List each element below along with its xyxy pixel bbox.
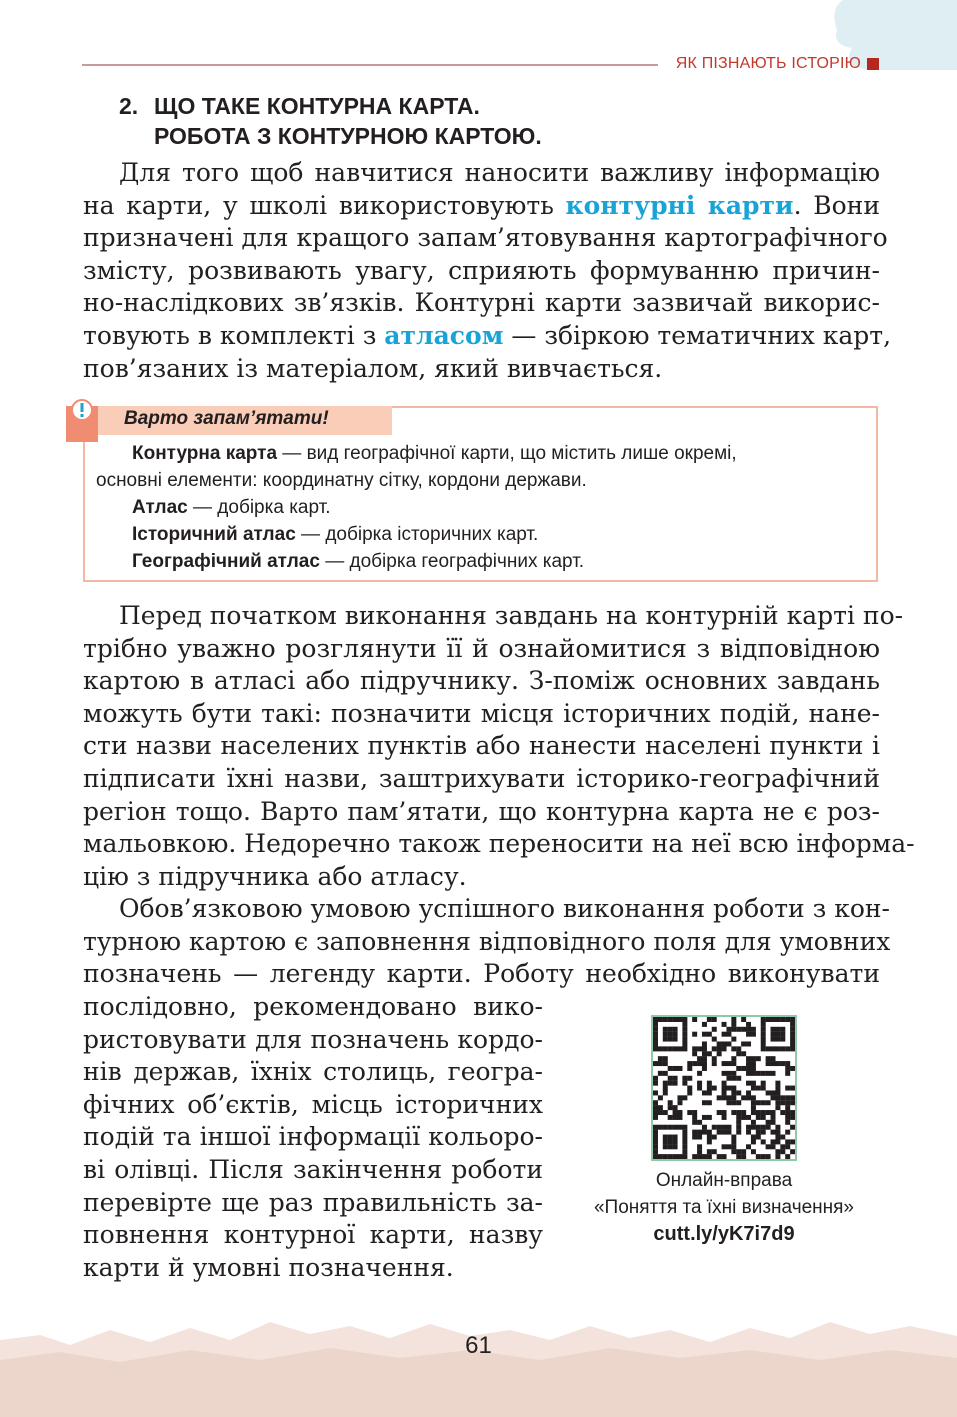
text-line: сти назви населених пунктів або нанести населені пункти і <box>83 731 880 761</box>
section-number: 2. <box>119 93 139 119</box>
definition-geographical-atlas: Географічний атлас — добірка географічних карт. <box>132 551 585 572</box>
definition-atlas: Атлас — добірка карт. <box>132 497 331 518</box>
text-line: картою в атласі або підручнику. З-поміж основних завдань <box>83 666 880 696</box>
text-line: Для того щоб навчитися наносити важливу інформацію <box>119 158 880 187</box>
text-line: ристовувати для позначень кордо- <box>83 1024 543 1054</box>
text-line: підписати їхні назви, заштрихувати історико-географічний <box>83 763 880 793</box>
text-line: карти й умовні позначення. <box>83 1252 454 1282</box>
text-line: можуть бути такі: позначити місця історичних подій, нане- <box>83 698 880 728</box>
text-line: перевірте ще раз правильність за- <box>83 1187 543 1217</box>
text-line: повнення контурної карти, назву <box>83 1220 543 1250</box>
text-line: регіон тощо. Варто пам’ятати, що контурна карта не є роз- <box>83 796 880 826</box>
definition-contour-map: Контурна карта — вид географічної карти, що містить лише окремі, <box>132 443 737 464</box>
remember-title: Варто запам’ятати! <box>124 408 329 429</box>
text-line: Перед початком виконання завдань на контурній карті по- <box>119 601 904 630</box>
definition-historical-atlas: Історичний атлас — добірка історичних карт. <box>132 524 539 545</box>
qr-code[interactable] <box>651 1015 797 1161</box>
qr-caption-line2: «Поняття та їхні визначення» <box>593 1197 855 1218</box>
text-line: турною картою є заповнення відповідного поля для умовних <box>83 926 891 956</box>
paragraph-legend-cont <box>83 991 543 1284</box>
paragraph-legend <box>83 893 891 991</box>
text-line: позначень — легенду карти. Роботу необхідно виконувати <box>83 959 880 989</box>
remember-definitions <box>96 440 866 575</box>
text-line: мальовкою. Недоречно також переносити на неї всю інформа- <box>83 829 915 859</box>
definition-contour-map-cont: основні елементи: координатну сітку, кордони держави. <box>96 470 587 491</box>
section-title-line2: РОБОТА З КОНТУРНОЮ КАРТОЮ. <box>154 123 542 149</box>
text-line: Обов’язковою умовою успішного виконання роботи з кон- <box>119 894 890 923</box>
header-square-icon <box>867 58 879 70</box>
text-line: ві олівці. Після закінчення роботи <box>83 1154 543 1184</box>
exclamation-icon <box>70 398 94 422</box>
text-line: фічних об’єктів, місць історичних <box>83 1089 543 1119</box>
qr-caption-line1: Онлайн-вправа <box>655 1170 793 1191</box>
text-line: нів держав, їхніх столиць, геогра- <box>83 1057 543 1087</box>
qr-code-icon <box>653 1017 795 1159</box>
qr-caption <box>560 1167 888 1248</box>
text-line: трібно уважно розглянути її й ознайомитися з відповідною <box>83 633 880 663</box>
text-line: пов’язаних із матеріалом, який вивчається. <box>83 353 663 383</box>
text-line: змісту, розвивають увагу, сприяють формуванню причин- <box>83 255 880 285</box>
page-number: 61 <box>465 1332 492 1359</box>
intro-paragraph <box>83 157 892 385</box>
text-line: но-наслідкових зв’язків. Контурні карти зазвичай викорис- <box>83 288 880 318</box>
section-title-line1: ЩО ТАКЕ КОНТУРНА КАРТА. <box>154 93 480 119</box>
text-line: цію з підручника або атласу. <box>83 861 467 891</box>
qr-link[interactable]: cutt.ly/yK7i7d9 <box>653 1223 795 1245</box>
text-line: подій та іншої інформації кольоро- <box>83 1122 543 1152</box>
running-header: ЯК ПІЗНАЮТЬ ІСТОРІЮ <box>675 55 861 72</box>
text-line: на карти, у школі використовують контурні карти. Вони <box>83 190 880 220</box>
text-line: товують в комплекті з атласом — збіркою тематичних карт, <box>83 320 892 350</box>
term-contour-maps: контурні карти <box>565 190 794 220</box>
term-atlas: атласом <box>384 320 504 350</box>
paragraph-tasks <box>83 600 915 893</box>
text-line: послідовно, рекомендовано вико- <box>83 992 543 1021</box>
text-line: призначені для кращого запам’ятовування картографічного <box>83 223 888 253</box>
header-rule <box>82 64 658 66</box>
